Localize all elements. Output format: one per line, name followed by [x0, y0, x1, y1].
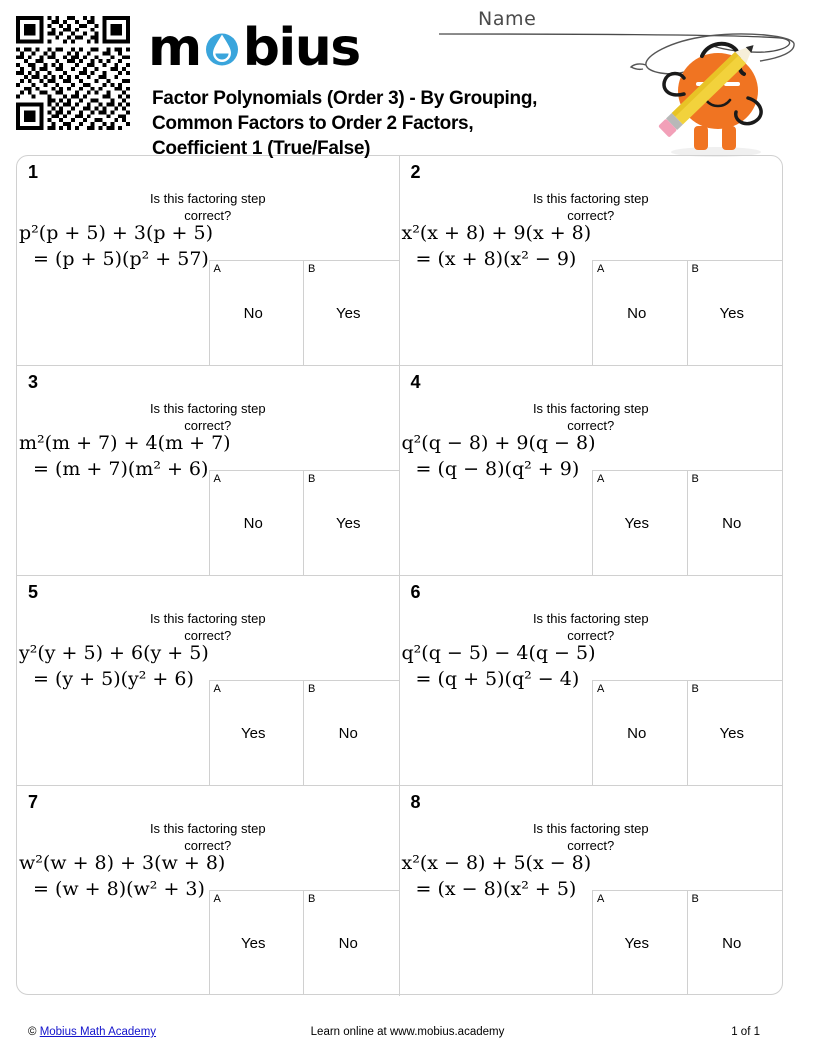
name-label: Name	[478, 8, 537, 30]
option-text: Yes	[624, 935, 649, 952]
answer-option-a[interactable]	[593, 681, 688, 785]
answer-option-b[interactable]	[688, 471, 783, 575]
expression-line-1: x²(x − 8) + 5(x − 8)	[401, 852, 592, 874]
option-letter: A	[213, 473, 221, 485]
option-letter: A	[213, 263, 221, 275]
option-letter: B	[308, 473, 316, 485]
question-prompt: Is this factoring step correct?	[532, 401, 649, 433]
option-letter: A	[213, 683, 221, 695]
question-cell-1	[17, 156, 400, 365]
option-letter: B	[308, 893, 316, 905]
option-text: Yes	[719, 725, 744, 742]
footer-page-number: 1 of 1	[731, 1026, 760, 1038]
logo-text-bius: bius	[242, 18, 360, 78]
answer-options	[209, 260, 399, 365]
question-cell-3	[17, 366, 400, 575]
answer-options	[592, 470, 782, 575]
expression-line-2: = (p + 5)(p² + 57)	[33, 248, 209, 270]
answer-option-a[interactable]	[210, 261, 305, 365]
option-text: Yes	[336, 515, 361, 532]
option-letter: A	[597, 263, 605, 275]
option-letter: B	[691, 473, 699, 485]
option-letter: A	[597, 893, 605, 905]
question-prompt: Is this factoring step correct?	[532, 191, 649, 223]
question-expression	[19, 644, 215, 689]
answer-options	[209, 680, 399, 785]
option-text: No	[722, 515, 742, 532]
expression-line-2: = (y + 5)(y² + 6)	[33, 668, 194, 690]
option-text: No	[338, 725, 358, 742]
option-text: Yes	[624, 515, 649, 532]
question-expression	[402, 224, 598, 269]
option-letter: B	[308, 683, 316, 695]
expression-line-2: = (w + 8)(w² + 3)	[33, 878, 205, 900]
droplet-circle-logo-icon	[202, 28, 242, 68]
answer-options	[592, 680, 782, 785]
option-text: No	[627, 305, 647, 322]
mascot-illustration	[598, 28, 803, 160]
answer-option-a[interactable]	[210, 681, 305, 785]
copyright-symbol: ©	[28, 1026, 37, 1038]
question-number: 8	[410, 792, 421, 812]
question-number: 4	[410, 372, 421, 392]
question-row	[17, 156, 782, 366]
option-letter: A	[597, 683, 605, 695]
answer-option-b[interactable]	[304, 891, 399, 995]
question-number: 2	[410, 162, 421, 182]
option-letter: A	[213, 893, 221, 905]
answer-options	[592, 260, 782, 365]
question-cell-7	[17, 786, 400, 996]
expression-line-1: m²(m + 7) + 4(m + 7)	[19, 432, 231, 454]
question-cell-6	[400, 576, 783, 785]
page-header	[0, 0, 815, 160]
answer-option-b[interactable]	[304, 261, 399, 365]
answer-options	[209, 470, 399, 575]
question-expression	[19, 432, 231, 480]
expression-line-2: = (m + 7)(m² + 6)	[33, 458, 209, 480]
answer-option-b[interactable]	[304, 471, 399, 575]
question-cell-8	[400, 786, 783, 996]
option-text: No	[243, 305, 263, 322]
expression-line-2: = (q − 8)(q² + 9)	[415, 458, 580, 480]
option-letter: B	[691, 893, 699, 905]
question-prompt: Is this factoring step correct?	[149, 401, 266, 433]
question-number: 1	[28, 162, 39, 182]
option-letter: B	[691, 683, 699, 695]
question-prompt: Is this factoring step correct?	[149, 611, 266, 643]
option-text: Yes	[241, 725, 266, 742]
answer-option-b[interactable]	[688, 261, 783, 365]
option-text: Yes	[719, 305, 744, 322]
question-number: 7	[28, 792, 39, 812]
question-prompt: Is this factoring step correct?	[532, 821, 649, 853]
question-number: 5	[28, 582, 39, 602]
option-letter: B	[691, 263, 699, 275]
expression-line-1: x²(x + 8) + 9(x + 8)	[401, 222, 592, 244]
option-letter: B	[308, 263, 316, 275]
expression-line-2: = (x − 8)(x² + 5)	[415, 878, 577, 900]
question-cell-4	[400, 366, 783, 575]
page-title: Factor Polynomials (Order 3) - By Grouping, Common Factors to Order 2 Factors, Coefficient 1 (True/False)	[152, 88, 538, 159]
option-text: No	[722, 935, 742, 952]
option-text: No	[627, 725, 647, 742]
question-cell-5	[17, 576, 400, 785]
option-text: No	[243, 515, 263, 532]
answer-option-b[interactable]	[304, 681, 399, 785]
mobius-math-academy-link[interactable]: Mobius Math Academy	[39, 1026, 157, 1038]
question-row	[17, 786, 782, 996]
question-prompt: Is this factoring step correct?	[149, 821, 266, 853]
answer-option-a[interactable]	[210, 891, 305, 995]
answer-options	[209, 890, 399, 995]
question-expression	[402, 434, 598, 479]
answer-option-a[interactable]	[593, 471, 688, 575]
question-row	[17, 366, 782, 576]
question-expression	[402, 854, 598, 899]
question-number: 6	[410, 582, 421, 602]
logo-text-m: m	[148, 18, 201, 78]
question-expression	[402, 644, 598, 689]
expression-line-1: q²(q − 5) − 4(q − 5)	[401, 642, 596, 664]
option-text: Yes	[336, 305, 361, 322]
footer-tagline: Learn online at www.mobius.academy	[310, 1026, 505, 1038]
answer-option-a[interactable]	[593, 261, 688, 365]
expression-line-1: w²(w + 8) + 3(w + 8)	[19, 852, 226, 874]
option-letter: A	[597, 473, 605, 485]
question-grid	[16, 155, 783, 995]
question-number: 3	[28, 372, 39, 392]
expression-line-1: q²(q − 8) + 9(q − 8)	[401, 432, 596, 454]
answer-option-b[interactable]	[688, 891, 783, 995]
question-cell-2	[400, 156, 783, 365]
question-expression	[19, 852, 226, 900]
answer-options	[592, 890, 782, 995]
question-prompt: Is this factoring step correct?	[532, 611, 649, 643]
question-row	[17, 576, 782, 786]
expression-line-2: = (q + 5)(q² − 4)	[415, 668, 580, 690]
page-footer	[0, 1024, 815, 1050]
option-text: No	[338, 935, 358, 952]
answer-option-a[interactable]	[593, 891, 688, 995]
answer-option-b[interactable]	[688, 681, 783, 785]
expression-line-1: p²(p + 5) + 3(p + 5)	[19, 222, 214, 244]
answer-option-a[interactable]	[210, 471, 305, 575]
question-prompt: Is this factoring step correct?	[149, 191, 266, 223]
option-text: Yes	[241, 935, 266, 952]
qr-code	[16, 16, 130, 130]
question-expression	[19, 224, 215, 269]
expression-line-1: y²(y + 5) + 6(y + 5)	[19, 642, 209, 664]
mobius-logo	[148, 18, 360, 78]
expression-line-2: = (x + 8)(x² − 9)	[415, 248, 577, 270]
